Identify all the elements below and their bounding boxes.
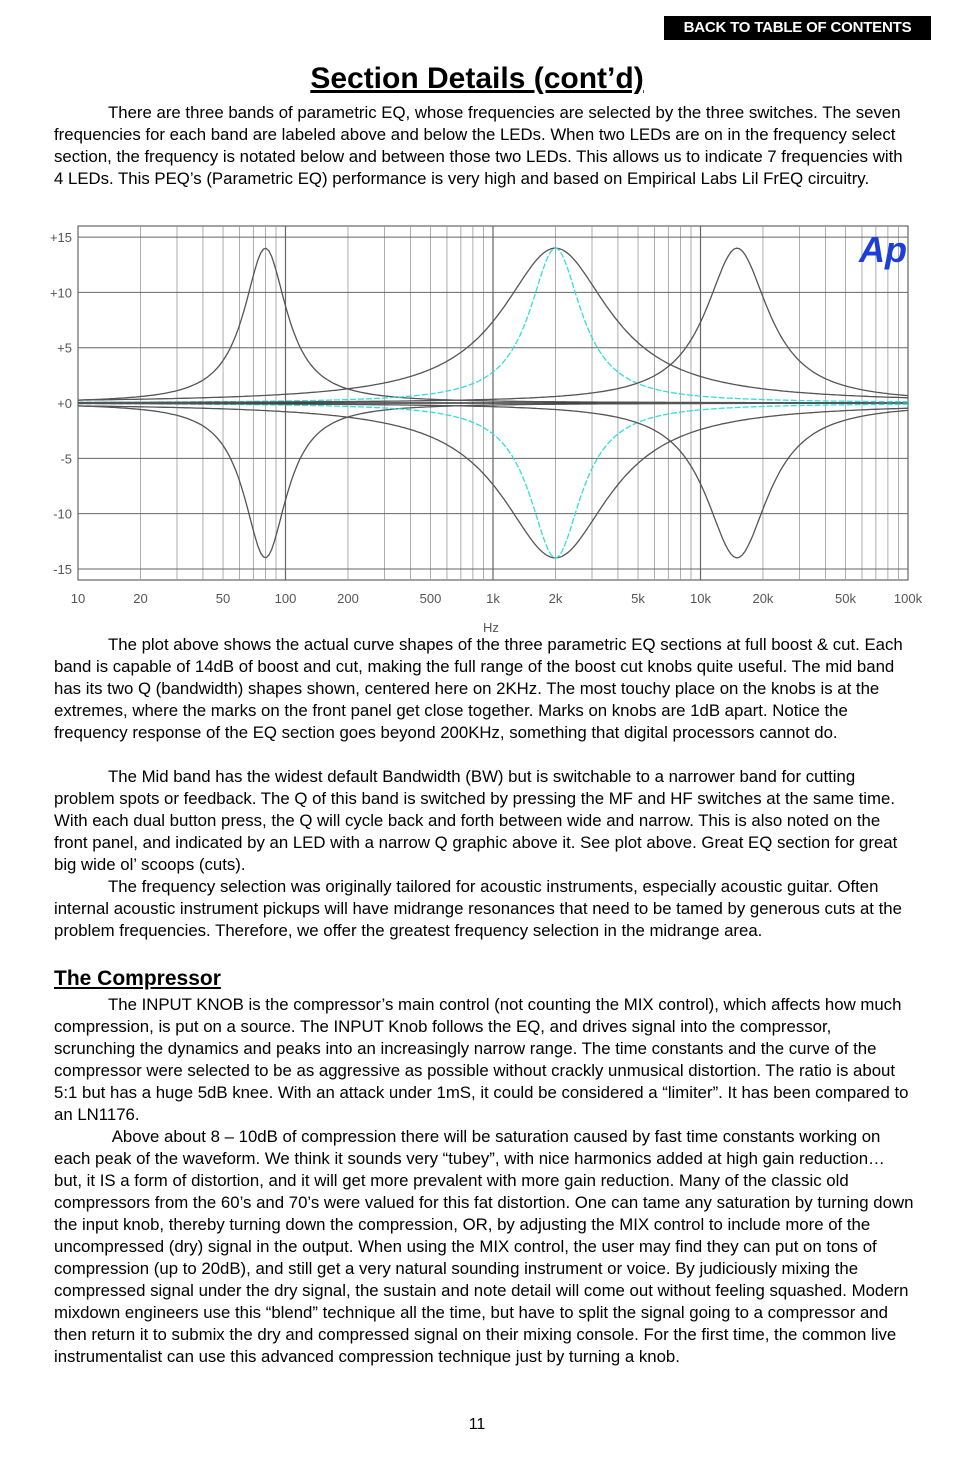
y-tick-label: +5 bbox=[57, 340, 72, 356]
saturation-paragraph bbox=[54, 1126, 914, 1368]
x-tick-label: 100 bbox=[274, 591, 297, 606]
compressor-input-text: The INPUT KNOB is the compressor’s main control (not counting the MIX control), which affects how much compression, is put on a source. The INPUT Knob follows the EQ, and drives signal into the compressor, scrunching the dynamics and peaks into an increasingly narrow range. The time constants and the curve of the compressor were selected to be as aggressive as possible without crackly unmusical distortion. The ratio is about 5:1 but has a huge 5dB knee. With an attack under 1mS, it could be considered a “limiter”. It has been compared to an LN1176. bbox=[54, 995, 909, 1124]
y-tick-label: -15 bbox=[53, 561, 72, 577]
x-tick-label: 100k bbox=[893, 591, 923, 606]
x-tick-label: 20k bbox=[752, 591, 774, 606]
page-number: 11 bbox=[468, 1416, 486, 1433]
x-axis-ticks bbox=[71, 591, 923, 606]
x-tick-label: 50k bbox=[835, 591, 857, 606]
x-tick-label: 20 bbox=[133, 591, 148, 606]
mid-band-paragraph bbox=[54, 766, 914, 876]
frequency-selection-paragraph bbox=[54, 876, 914, 942]
eq-response-chart bbox=[40, 222, 923, 636]
x-tick-label: 5k bbox=[631, 591, 645, 606]
plot-description-text: The plot above shows the actual curve shapes of the three parametric EQ sections at full boost & cut. Each band is capable of 14dB of boost and cut, making the full range of the boost cut knobs quite useful. The mid band has its two Q (bandwidth) shapes shown, centered here on 2KHz. The most touchy place on the knobs is at the extremes, where the marks on the front panel get close together. Marks on knobs are 1dB apart. Notice the frequency response of the EQ section goes beyond 200KHz, something that digital processors cannot do. bbox=[54, 635, 903, 742]
y-axis-ticks bbox=[50, 230, 72, 577]
ap-logo: Ap bbox=[859, 229, 907, 270]
back-to-toc-button[interactable]: BACK TO TABLE OF CONTENTS bbox=[664, 16, 931, 40]
x-tick-label: 2k bbox=[548, 591, 563, 606]
plot-description-paragraph bbox=[54, 634, 914, 744]
y-tick-label: +0 bbox=[57, 396, 72, 411]
eq-intro-paragraph bbox=[54, 102, 914, 190]
frequency-selection-text: The frequency selection was originally tailored for acoustic instruments, especially acoustic guitar. Often internal acoustic instrument pickups will have midrange resonances that need to be tamed by generous cuts at the problem frequencies. Therefore, we offer the greatest frequency selection in the midrange area. bbox=[54, 877, 902, 940]
y-tick-label: -10 bbox=[53, 506, 72, 522]
compressor-heading: The Compressor bbox=[54, 967, 221, 990]
x-tick-label: 50 bbox=[215, 591, 231, 606]
x-axis-label: Hz bbox=[483, 620, 499, 635]
y-tick-label: +15 bbox=[49, 230, 72, 246]
x-tick-label: 10k bbox=[690, 591, 711, 606]
saturation-text: Above about 8 – 10dB of compression there will be saturation caused by fast time constants working on each peak of the waveform. We think it sounds very “tubey”, with nice harmonics added at high gain reduction… but, it IS a form of distortion, and it will get more prevalent with more gain reduction. Many of the classic old compressors from the 60’s and 70’s were valued for this fat distortion. One can tame any saturation by turning down the input knob, thereby turning down the compression, OR, by adjusting the MIX control to include more of the uncompressed (dry) signal in the output. When using the MIX control, the user may find they can put on tons of compression (up to 20dB), and still get a very natural sounding instrument or voice. By judiciously mixing the compressed signal under the dry signal, the sustain and note detail will come out without feeling squashed. Modern mixdown engineers use this “blend” technique all the time, but have to split the signal going to a compressor and then return it to submix the dry and compressed signal on their mixing console. For the first time, the common live instrumentalist can use this advanced compression technique just by turning a knob. bbox=[54, 1127, 914, 1366]
y-tick-label: +10 bbox=[49, 285, 72, 301]
x-tick-label: 500 bbox=[419, 591, 442, 606]
x-tick-label: 200 bbox=[337, 591, 359, 606]
y-tick-label: -5 bbox=[60, 451, 72, 467]
x-tick-label: 1k bbox=[486, 591, 500, 606]
eq-intro-text: There are three bands of parametric EQ, whose frequencies are selected by the three switches. The seven frequencies for each band are labeled above and below the LEDs. When two LEDs are on in the frequency select section, the frequency is notated below and between those two LEDs. This allows us to indicate 7 frequencies with 4 LEDs. This PEQ’s (Parametric EQ) performance is very high and based on Empirical Labs Lil FrEQ circuitry. bbox=[54, 103, 903, 188]
mid-band-text: The Mid band has the widest default Bandwidth (BW) but is switchable to a narrower band for cutting problem spots or feedback. The Q of this band is switched by pressing the MF and HF switches at the same time. With each dual button press, the Q will cycle back and forth between wide and narrow. This is also noted on the front panel, and indicated by an LED with a narrow Q graphic above it. See plot above. Great EQ section for great big wide ol’ scoops (cuts). bbox=[54, 767, 898, 874]
compressor-input-paragraph bbox=[54, 994, 914, 1126]
page-title: Section Details (cont’d) bbox=[310, 62, 644, 95]
x-tick-label: 10 bbox=[70, 591, 86, 606]
